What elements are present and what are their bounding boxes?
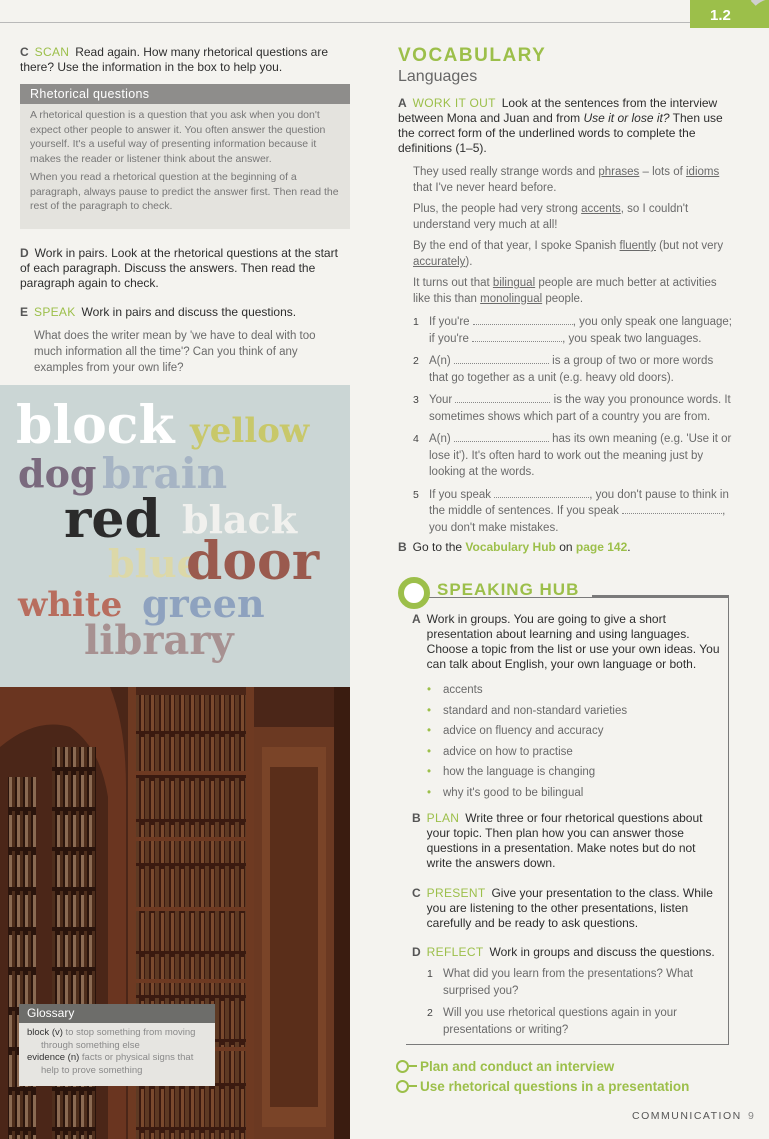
- task-letter: D: [412, 945, 421, 959]
- answer-blank[interactable]: [473, 314, 573, 325]
- task-text-italic: Use it or lose it?: [583, 111, 670, 125]
- example-sentence: It turns out that bilingual people are much better at activities like this than monolingual people.: [413, 277, 717, 305]
- task-keyword: REFLECT: [426, 945, 484, 959]
- header-rule: [0, 22, 769, 23]
- cloud-word: green: [142, 581, 265, 626]
- answer-blank[interactable]: [494, 487, 589, 498]
- cloud-word: white: [18, 585, 123, 625]
- task-text: Read again. How many rhetorical questions are there? Use the information in the box to help you.: [20, 45, 329, 74]
- vocabulary-subtitle: Languages: [398, 68, 478, 85]
- glossary-box: [19, 1004, 215, 1086]
- cloud-word: door: [186, 531, 320, 592]
- cloud-word: block: [16, 395, 175, 456]
- list-item: • why it's good to be bilingual: [427, 783, 717, 804]
- task-keyword: PLAN: [426, 811, 460, 825]
- unit-number: 1.2: [710, 7, 731, 24]
- answer-blank[interactable]: [622, 503, 722, 514]
- example-sentence: Plus, the people had very strong accents, so I couldn't understand very much at all!: [413, 203, 689, 231]
- rhetorical-questions-box: [20, 84, 350, 229]
- example-sentence: They used really strange words and phrases – lots of idioms that I've never heard before.: [413, 166, 720, 194]
- cloud-word: library: [84, 617, 234, 664]
- list-item: • advice on fluency and accuracy: [427, 721, 717, 742]
- outcome-item: Use rhetorical questions in a presentation: [396, 1076, 736, 1096]
- glossary-entry: [27, 1052, 207, 1077]
- task-keyword: WORK IT OUT: [412, 96, 496, 110]
- speaking-hub-title: SPEAKING HUB: [437, 580, 580, 599]
- page-number: 9: [748, 1110, 754, 1122]
- cloud-word: dog: [18, 451, 97, 496]
- glossary-definition: facts or physical signs that help to prove something: [41, 1052, 194, 1076]
- task-text: Work in groups. You are going to give a short presentation about learning and using languages. Choose a topic from the list or use your own ideas. You can talk about English, your own language or both.: [426, 612, 720, 671]
- hub-task-b-plan: [412, 811, 722, 871]
- definition-item: 2 A(n) is a group of two or more words that go together as a unit (e.g. heavy old doors).: [413, 355, 714, 384]
- page-reference-link[interactable]: page 142: [575, 540, 628, 554]
- list-item: • advice on how to practise: [427, 742, 717, 763]
- list-item: • accents: [427, 680, 717, 701]
- answer-blank[interactable]: [454, 431, 549, 442]
- task-letter: A: [412, 612, 421, 626]
- outcome-circle-icon: [396, 1060, 409, 1073]
- definitions-list: [413, 314, 735, 542]
- definition-item: 4 A(n) has its own meaning (e.g. 'Use it or lose it'). It's often hard to work out the meaning just by looking at the words.: [413, 433, 732, 478]
- lesson-outcomes: [396, 1056, 736, 1096]
- answer-blank[interactable]: [455, 392, 550, 403]
- vocabulary-title: VOCABULARY: [398, 45, 547, 66]
- cloud-word: brain: [102, 449, 228, 498]
- hub-task-d-reflect: [412, 945, 722, 960]
- cloud-word: red: [64, 489, 161, 550]
- definition-item: 5 If you speak , you don't pause to think in the middle of sentences. If you speak , you don't make mistakes.: [413, 488, 729, 534]
- task-text: Work in pairs and discuss the questions.: [81, 305, 297, 319]
- task-keyword: PRESENT: [426, 886, 486, 900]
- vocab-task-b: B Go to the Vocabulary Hub on page 142.: [398, 540, 631, 554]
- glossary-title: Glossary: [19, 1004, 215, 1023]
- answer-blank[interactable]: [472, 331, 562, 342]
- task-letter: A: [398, 96, 407, 110]
- task-text: Work in groups and discuss the questions.: [489, 945, 715, 959]
- definition-item: 1 If you're , you only speak one language; if you're , you speak two languages.: [413, 316, 732, 345]
- task-keyword: SPEAK: [34, 305, 76, 319]
- topic-list: [427, 680, 717, 803]
- glossary-term: block (v): [27, 1027, 63, 1038]
- glossary-term: evidence (n): [27, 1052, 80, 1063]
- glossary-entry: [27, 1027, 207, 1052]
- speaking-hub-icon: [398, 577, 430, 609]
- task-letter: D: [20, 246, 29, 260]
- outcome-dash-icon: [409, 1085, 417, 1087]
- rhetorical-box-title: Rhetorical questions: [20, 84, 350, 104]
- vocabulary-hub-link[interactable]: Vocabulary Hub: [465, 540, 556, 554]
- task-keyword: SCAN: [34, 45, 70, 59]
- task-text: Work in pairs. Look at the rhetorical questions at the start of each paragraph. Discuss the answers. Then read the paragraph again to check.: [20, 246, 338, 290]
- speaking-hub-rule: [592, 595, 729, 598]
- task-letter: B: [398, 540, 407, 554]
- definition-item: 3 Your is the way you pronounce words. It sometimes shows which part of a country you are from.: [413, 394, 731, 423]
- vocab-task-a: [398, 96, 733, 156]
- reflect-question: 2 Will you use rhetorical questions again in your presentations or writing?: [427, 1007, 677, 1036]
- rhetorical-box-para-1: A rhetorical question is a question that you ask when you don't expect other people to answer it. You often answer the question yourself. It's a useful way of presenting information because it makes the reader or listener think about the answer.: [30, 109, 326, 165]
- reflect-question: 1 What did you learn from the presentations? What surprised you?: [427, 968, 693, 997]
- cloud-word: black: [182, 497, 298, 542]
- reflect-questions: [427, 966, 722, 1044]
- word-cloud-image: [0, 385, 350, 687]
- rhetorical-box-para-2: When you read a rhetorical question at the beginning of a paragraph, always pause to predict the answer first. Then read the rest of the paragraph to check.: [30, 171, 339, 212]
- hub-task-a: [412, 612, 722, 672]
- task-c-scan: [20, 45, 350, 75]
- example-sentences: [413, 164, 733, 312]
- example-sentence: By the end of that year, I spoke Spanish fluently (but not very accurately).: [413, 240, 724, 268]
- outcome-dash-icon: [409, 1065, 417, 1067]
- task-letter: B: [412, 811, 421, 825]
- task-e-speak: [20, 305, 350, 320]
- hub-task-c-present: [412, 886, 722, 931]
- task-letter: E: [20, 305, 29, 319]
- list-item: • standard and non-standard varieties: [427, 701, 717, 722]
- glossary-definition: to stop something from moving through something else: [41, 1027, 196, 1051]
- outcome-item: Plan and conduct an interview: [396, 1056, 736, 1076]
- task-text: Write three or four rhetorical questions about your topic. Then plan how you can answer those questions in a presentation. Make notes but do not write the answers down.: [426, 811, 703, 870]
- outcome-circle-icon: [396, 1080, 409, 1093]
- cloud-word: blue: [108, 541, 201, 586]
- list-item: • how the language is changing: [427, 762, 717, 783]
- task-letter: C: [20, 45, 29, 59]
- footer-section: COMMUNICATION: [632, 1110, 742, 1122]
- answer-blank[interactable]: [454, 353, 549, 364]
- task-text: Look at the sentences from the interview between Mona and Juan and from: [398, 96, 718, 125]
- corner-decoration: [742, 0, 769, 52]
- task-letter: C: [412, 886, 421, 900]
- cloud-word: yellow: [190, 411, 310, 451]
- task-d-pairs: [20, 246, 350, 291]
- task-text: Then use the correct form of the underlined words to complete the definitions (1–5).: [398, 111, 723, 155]
- speak-question: What does the writer mean by 'we have to deal with too much information all the time'? Can you think of any examples from your own life?: [34, 330, 316, 374]
- task-text: Give your presentation to the class. While you are listening to the other presentations, listen carefully and be ready to ask questions.: [426, 886, 713, 930]
